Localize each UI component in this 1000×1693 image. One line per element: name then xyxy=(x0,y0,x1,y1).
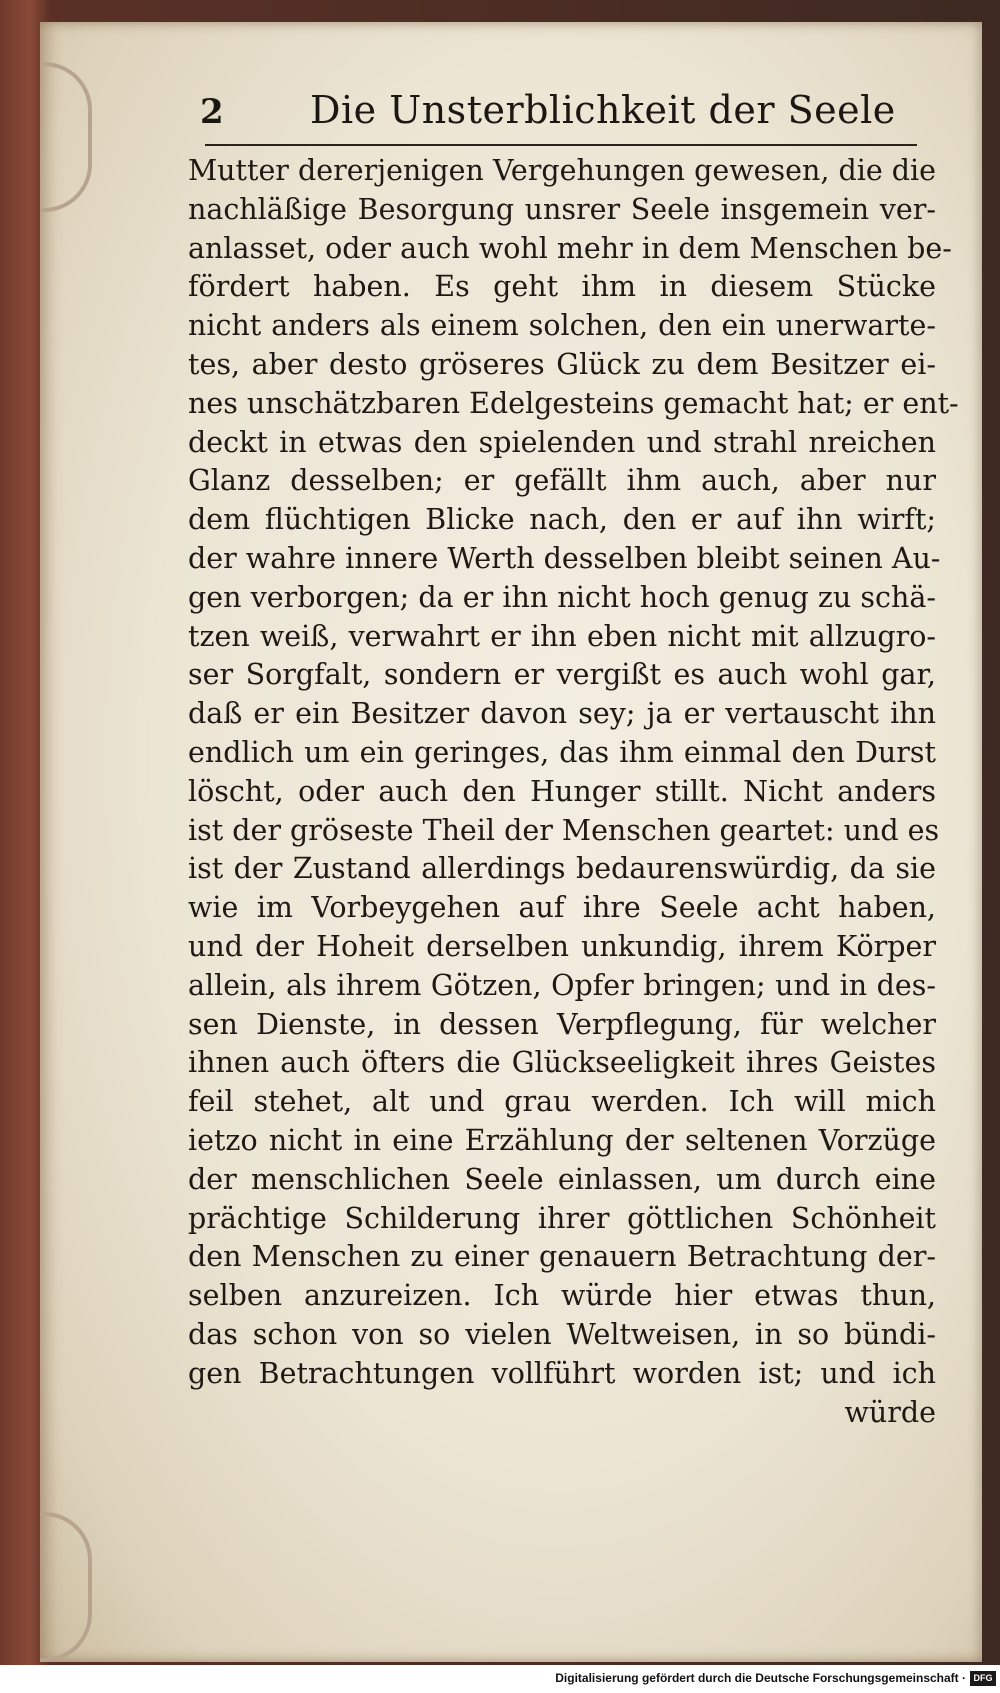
text-line: sen Dienste, in dessen Verpflegung, für welcher xyxy=(188,1007,936,1041)
text-line: der wahre innere Werth desselben bleibt seinen Au- xyxy=(188,541,941,575)
text-line: fördert haben. Es geht ihm in diesem Stücke xyxy=(188,270,936,304)
page-header xyxy=(200,80,918,140)
text-line: anlasset, oder auch wohl mehr in dem Menschen be- xyxy=(188,231,952,265)
text-line: selben anzureizen. Ich würde hier etwas thun, xyxy=(188,1279,936,1313)
text-line: ietzo nicht in eine Erzählung der seltenen Vorzüge xyxy=(188,1123,936,1157)
text-line: nicht anders als einem solchen, den ein unerwarte- xyxy=(188,309,936,343)
text-line: das schon von so vielen Weltweisen, in so bündi- xyxy=(188,1317,936,1351)
dfg-logo-icon: DFG xyxy=(970,1671,996,1686)
running-head: Die Unsterblichkeit der Seele xyxy=(310,88,896,132)
header-rule xyxy=(205,144,917,146)
text-line: löscht, oder auch den Hunger stillt. Nicht anders xyxy=(188,774,936,808)
binding-ribbon-top xyxy=(40,62,92,212)
digitization-credit: Digitalisierung gefördert durch die Deutsche Forschungsgemeinschaft · xyxy=(555,1671,966,1685)
text-line: der menschlichen Seele einlassen, um durch eine xyxy=(188,1162,936,1196)
text-line: und der Hoheit derselben unkundig, ihrem Körper xyxy=(188,929,936,963)
text-line: ser Sorgfalt, sondern er vergißt es auch wohl gar, xyxy=(188,658,936,692)
text-line: ihnen auch öfters die Glückseeligkeit ihres Geistes xyxy=(188,1046,936,1080)
text-line: gen Betrachtungen vollführt worden ist; und ich xyxy=(188,1356,936,1390)
binding-ribbon-bottom xyxy=(40,1512,92,1662)
text-line: deckt in etwas den spielenden und strahl nreichen xyxy=(188,425,936,459)
text-line: nes unschätzbaren Edelgesteins gemacht hat; er ent- xyxy=(188,386,959,420)
text-line: ist der Zustand allerdings bedaurenswürdig, da sie xyxy=(188,852,936,886)
footer-bar xyxy=(0,1665,1000,1693)
text-line: feil stehet, alt und grau werden. Ich will mich xyxy=(188,1085,936,1119)
text-line: dem flüchtigen Blicke nach, den er auf ihn wirft; xyxy=(188,503,936,537)
text-line: tzen weiß, verwahrt er ihn eben nicht mit allzugro- xyxy=(188,619,936,653)
text-line: Glanz desselben; er gefällt ihm auch, aber nur xyxy=(188,464,936,498)
text-line: prächtige Schilderung ihrer göttlichen Schönheit xyxy=(188,1201,936,1235)
text-line: ist der gröseste Theil der Menschen geartet: und es xyxy=(188,813,940,847)
text-line: endlich um ein geringes, das ihm einmal den Durst xyxy=(188,735,936,769)
page-number: 2 xyxy=(200,92,224,132)
text-line: wie im Vorbeygehen auf ihre Seele acht haben, xyxy=(188,891,936,925)
text-line: allein, als ihrem Götzen, Opfer bringen; und in des- xyxy=(188,968,936,1002)
text-line: den Menschen zu einer genauern Betrachtung der- xyxy=(188,1240,936,1274)
body-text xyxy=(188,152,959,1432)
catchword: würde xyxy=(844,1395,936,1429)
text-line: Mutter dererjenigen Vergehungen gewesen, die die xyxy=(188,154,936,187)
text-line: tes, aber desto gröseres Glück zu dem Besitzer ei- xyxy=(188,347,936,381)
text-line: nachläßige Besorgung unsrer Seele insgemein ver- xyxy=(188,192,936,226)
text-line: daß er ein Besitzer davon sey; ja er vertauscht ihn xyxy=(188,697,936,731)
text-line: gen verborgen; da er ihn nicht hoch genug zu schä- xyxy=(188,580,936,614)
